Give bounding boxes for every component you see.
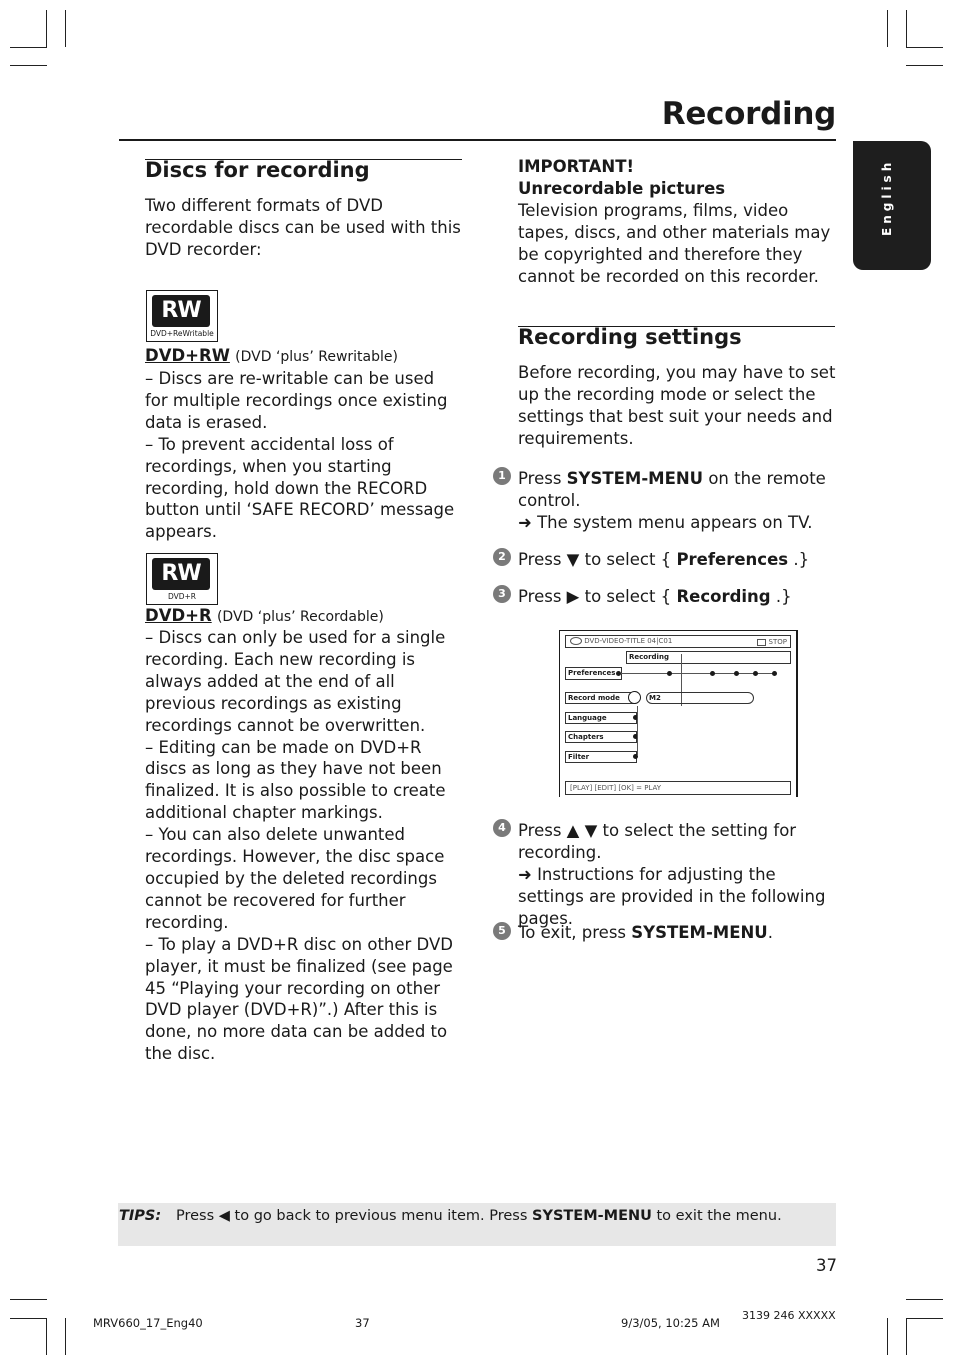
dvd-r-points xyxy=(145,627,462,1065)
menu-item: Record mode xyxy=(565,692,635,704)
crop-mark xyxy=(906,1318,907,1355)
dvd-rw-points xyxy=(145,368,457,543)
crop-mark xyxy=(906,10,907,47)
menu-footer: [PLAY] [EDIT] [OK] = PLAY xyxy=(565,781,791,795)
step-number-icon: 2 xyxy=(493,548,511,566)
settings-heading: Recording settings xyxy=(518,325,742,349)
list-item: – To prevent accidental loss of recordings, when you starting recording, hold down the RECORD button until ‘SAFE RECORD’ message appears. xyxy=(145,434,455,542)
discs-intro: Two different formats of DVD recordable discs can be used with this DVD recorder: xyxy=(145,196,461,259)
select-cursor-icon xyxy=(628,691,641,704)
step-1: Press SYSTEM-MENU on the remote control. ➜ The system menu appears on TV. xyxy=(518,468,836,534)
list-item: – You can also delete unwanted recordings. However, the disc space occupied by the deleted recordings cannot be recovered for further recording. xyxy=(145,825,445,932)
list-item: – Discs can only be used for a single recording. Each new recording is always added at the end of all previous recordings as existing recordings cannot be overwritten. xyxy=(145,628,446,735)
step-4: Press ▲ ▼ to select the setting for recording. ➜ Instructions for adjusting the settings are provided in the following pages. xyxy=(518,820,836,930)
tips-text: Press ◀ to go back to previous menu item. Press SYSTEM-MENU to exit the menu. xyxy=(176,1208,782,1224)
menu-preferences: Preferences xyxy=(565,667,622,680)
step-2: Press ▼ to select { Preferences .} xyxy=(518,550,810,569)
important-text: Television programs, films, video tapes, discs, and other materials may be copyrighted and therefore they cannot be recorded on this recorder. xyxy=(518,200,831,286)
disc-icon xyxy=(570,637,582,645)
menu-recording-bar: Recording xyxy=(626,651,791,664)
menu-item: Language xyxy=(565,712,637,724)
crop-mark xyxy=(46,1318,47,1355)
rw-logo-caption: DVD+ReWritable xyxy=(150,329,214,338)
crop-mark xyxy=(887,10,888,47)
crop-mark xyxy=(46,10,47,47)
dvd-r-name: DVD+R xyxy=(145,606,212,625)
important-subtitle: Unrecordable pictures xyxy=(518,178,726,198)
dvd-r-logo xyxy=(146,553,218,605)
tips-label: TIPS: xyxy=(119,1208,162,1224)
page-number: 37 xyxy=(816,1256,837,1275)
step-number-icon: 4 xyxy=(493,819,511,837)
crop-mark xyxy=(65,10,66,47)
tips-box xyxy=(118,1203,836,1246)
settings-intro: Before recording, you may have to set up the recording mode or select the settings that best suit your needs and requirements. xyxy=(518,363,836,448)
step-number-icon: 1 xyxy=(493,467,511,485)
step-number-icon: 5 xyxy=(493,922,511,940)
menu-item: Chapters xyxy=(565,731,637,743)
crop-mark xyxy=(906,65,943,66)
crop-mark xyxy=(65,1318,66,1355)
footer-file: MRV660_17_Eng40 xyxy=(93,1316,203,1330)
crop-mark xyxy=(10,1299,47,1300)
page-title: Recording xyxy=(661,96,836,132)
footer-date: 9/3/05, 10:25 AM xyxy=(621,1316,720,1330)
r-logo-mark: RW xyxy=(152,558,210,590)
crop-mark xyxy=(906,1299,943,1300)
crop-mark xyxy=(10,47,47,48)
rw-logo-mark: RW xyxy=(152,295,210,327)
language-tab xyxy=(853,141,931,270)
tv-icon xyxy=(757,639,766,646)
system-menu-illustration xyxy=(559,630,798,797)
menu-header: DVD-VIDEO-TITLE 04|C01 STOP xyxy=(565,635,791,648)
record-mode-value: M2 xyxy=(646,692,754,704)
dvd-rw-desc: (DVD ‘plus’ Rewritable) xyxy=(235,349,398,365)
language-tab-label: English xyxy=(880,158,894,236)
step-number-icon: 3 xyxy=(493,585,511,603)
list-item: – Editing can be made on DVD+R discs as long as they have not been finalized. It is also possible to create additional chapter markings. xyxy=(145,737,446,823)
list-item: – Discs are re-writable can be used for multiple recordings once existing data is erased. xyxy=(145,369,448,432)
dvd-r-desc: (DVD ‘plus’ Recordable) xyxy=(216,609,384,625)
dvd-rw-name: DVD+RW xyxy=(145,346,230,365)
r-logo-caption: DVD+R xyxy=(167,592,197,601)
step-3: Press ▶ to select { Recording .} xyxy=(518,587,792,606)
important-box xyxy=(518,156,836,287)
footer-code: 3139 246 XXXXX xyxy=(742,1309,836,1322)
crop-mark xyxy=(10,65,47,66)
important-label: IMPORTANT! xyxy=(518,157,634,176)
dvd-rw-heading xyxy=(145,346,465,365)
crop-mark xyxy=(10,1318,47,1319)
crop-mark xyxy=(906,47,943,48)
crop-mark xyxy=(906,1318,943,1319)
menu-item: Filter xyxy=(565,751,637,763)
title-rule xyxy=(119,139,836,141)
list-item: – To play a DVD+R disc on other DVD player, it must be finalized (see page 45 “Playing your recording on other DVD player (DVD+R)”.) After this is done, no more data can be added to the disc. xyxy=(145,934,453,1064)
crop-mark xyxy=(887,1318,888,1355)
discs-heading: Discs for recording xyxy=(145,158,370,182)
step-5: To exit, press SYSTEM-MENU. xyxy=(518,923,773,942)
step-1-note: ➜ The system menu appears on TV. xyxy=(518,512,813,532)
dvd-rw-logo xyxy=(146,290,218,342)
footer-page: 37 xyxy=(355,1316,370,1330)
step-4-note: ➜ Instructions for adjusting the settings are provided in the following pages. xyxy=(518,864,826,928)
dvd-r-heading xyxy=(145,606,465,625)
